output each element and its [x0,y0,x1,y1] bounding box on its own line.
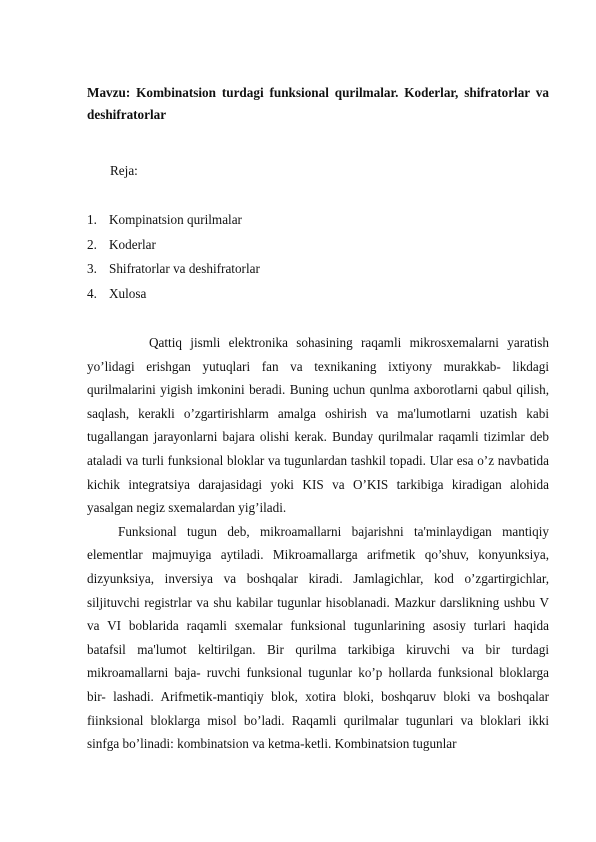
plan-item [87,282,260,307]
plan-item-text: Shifratorlar va deshifratorlar [109,261,260,276]
plan-item-text: Koderlar [109,236,156,252]
plan-item-number: 2. [87,236,97,252]
document-title: Mavzu: Kombinatsion turdagi funksional qurilmalar. Koderlar, shifratorlar va deshifratorlar [87,85,549,122]
plan-item-number: 1. [87,212,97,227]
body-paragraph: Qattiq jismli elektronika sohasining raqamli mikrosxemalarni yaratish yo’lidagi erishgan yutuqlari fan va texnikaning ixtiyony murakkab- likdagi qurilmalarini yigish imkonini beradi. Buning uchun qunlma axborotlarni qabul qilish, saqlash, kerakli o’zgartirishlarm amalga oshirish va ma'lumotlarni uzatish kabi tugallangan jarayonlarni bajara olishi kerak. Bunday qurilmalar raqamli tizimlar deb ataladi va turli funksional bloklar va tugunlardan tashkil topadi. Ular esa o’z navbatida kichik integratsiya darajasidagi yoki KIS va O’KIS tarkibiga kiradigan alohida yasalgan negiz sxemalardan yig’iladi. [87,335,549,516]
plan-item-text: Xulosa [109,285,147,301]
body-text [87,331,549,756]
plan-list [87,208,260,306]
plan-item-number: 4. [87,285,97,301]
plan-item-number: 3. [87,261,97,276]
plan-item [87,257,260,282]
plan-label: Reja: [110,163,138,178]
plan-item [87,208,260,233]
body-paragraph: Funksional tugun deb, mikroamallarni bajarishni ta'minlaydigan mantiqiy elementlar majmuyiga aytiladi. Mikroamallarga arifmetik qo’shuv, konyunksiya, dizyunksiya, inversiya va boshqalar kiradi. Jamlagichlar, kod o’zgartirgichlar, siljituvchi registrlar va shu kabilar tugunlar hisoblanadi. Mazkur darslikning ushbu V va VI boblarida raqamli sxemalar funksional tugunlarining asosiy turlari haqida batafsil ma'lumot keltirilgan. Bir qurilma tarkibiga kiruvchi va bir turdagi mikroamallarni baja- ruvchi funksional tugunlar ko’p hollarda funksional bloklarga bir- lashadi. Arifmetik-mantiqiy blok, xotira bloki, boshqaruv bloki va boshqalar fiinksional bloklarga misol bo’ladi. Raqamli qurilmalar tugunlari va bloklari ikki sinfga bo’linadi: kombinatsion va ketma-ketli. Kombinatsion tugunlar [87,523,549,752]
plan-item [87,233,260,258]
plan-item-text: Kompinatsion qurilmalar [109,212,242,227]
